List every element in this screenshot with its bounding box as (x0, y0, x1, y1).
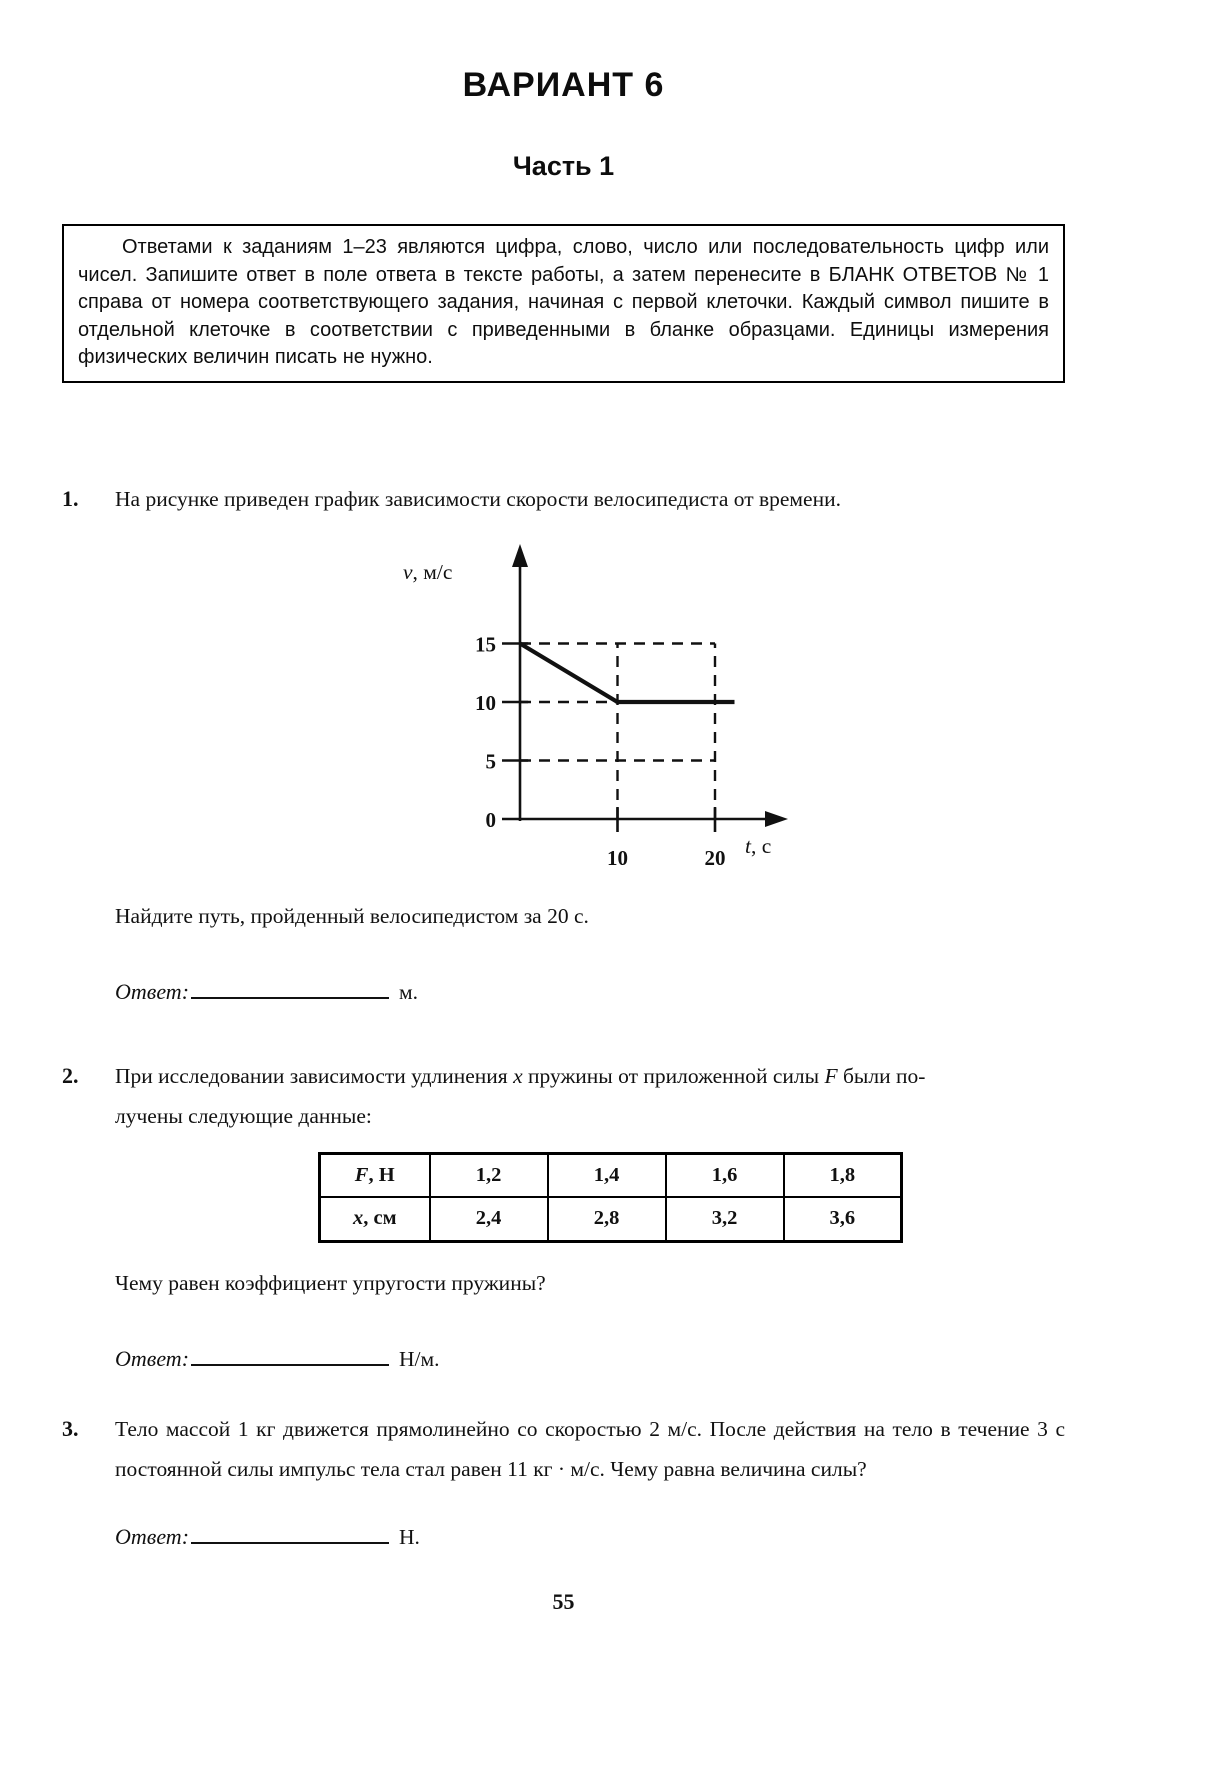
question-1-text: На рисунке приведен график зависимости скорости велосипедиста от времени. (115, 486, 841, 511)
answer-blank (191, 1344, 389, 1366)
table-cell: 3,2 (666, 1197, 784, 1241)
table-cell: 3,6 (784, 1197, 902, 1241)
svg-text:5: 5 (485, 749, 496, 773)
svg-text:20: 20 (704, 845, 726, 870)
answer-label: Ответ: (115, 1523, 190, 1549)
svg-text:0: 0 (485, 807, 496, 832)
row-header-F: F, Н (320, 1153, 430, 1197)
instructions-box (62, 224, 1065, 383)
table-cell: 2,8 (548, 1197, 666, 1241)
table-cell: 1,2 (430, 1153, 548, 1197)
svg-text:10: 10 (607, 845, 628, 870)
symbol-x: x (513, 1063, 523, 1088)
table-cell: 1,8 (784, 1153, 902, 1197)
question-2-number: 2. (62, 1062, 79, 1088)
answer-unit: м. (399, 979, 418, 1004)
velocity-time-chart (395, 531, 795, 876)
instructions-text: Ответами к заданиям 1–23 являются цифра, слово, число или последовательность цифр или чисел. Запишите ответ в поле ответа в тексте работы, а затем перенесите в БЛАНК ОТВЕТОВ № 1 справа от номера соответствующего задания, начиная с первой клеточки. Каждый символ пишите в отдельной клеточке в соответствии с приведенными в бланке образцами. Единицы измерения физических величин писать не нужно. (78, 236, 1049, 368)
question-1-task: Найдите путь, пройденный велосипедистом за 20 с. (115, 903, 589, 928)
velocity-time-graph (395, 531, 1065, 876)
question-1 (62, 479, 1065, 1012)
answer-label: Ответ: (115, 978, 190, 1004)
table-cell: 2,4 (430, 1197, 548, 1241)
y-axis-label: v, м/с (403, 559, 453, 584)
answer-unit: Н/м. (399, 1346, 440, 1371)
part-title: Часть 1 (512, 151, 615, 181)
table-cell: 1,6 (666, 1153, 784, 1197)
svg-text:10: 10 (475, 690, 496, 715)
row-header-x: x, см (320, 1197, 430, 1241)
page-title: ВАРИАНТ 6 (462, 66, 665, 104)
question-1-answer (115, 972, 1065, 1012)
question-3 (62, 1409, 1065, 1557)
question-3-number: 3. (62, 1415, 79, 1441)
question-2-question: Чему равен коэффициент упругости пружины? (115, 1270, 546, 1295)
exam-page (0, 66, 1065, 1615)
question-3-text: Тело массой 1 кг движется прямолинейно со скоростью 2 м/с. После действия на тело в течение 3 с постоянной силы импульс тела стал равен 11 кг · м/с. Чему равна величина силы? (115, 1416, 1065, 1481)
table-cell: 1,4 (548, 1153, 666, 1197)
symbol-F: F (824, 1063, 838, 1088)
question-2 (62, 1056, 1065, 1379)
answer-blank (191, 1522, 389, 1544)
spring-data-table (318, 1152, 903, 1243)
answer-label: Ответ: (115, 1345, 190, 1371)
table-row-extension (320, 1197, 902, 1241)
question-1-number: 1. (62, 485, 79, 511)
x-axis-label: t, с (745, 833, 772, 858)
page-number: 55 (552, 1588, 575, 1614)
answer-blank (191, 977, 389, 999)
question-2-text: При исследовании зависимости удлинения x пружины от приложенной силы F были по- лучены следующие данные: (115, 1063, 926, 1128)
svg-text:15: 15 (475, 632, 496, 656)
table-row-force (320, 1153, 902, 1197)
answer-unit: Н. (399, 1524, 420, 1549)
question-2-answer (115, 1339, 1065, 1379)
question-3-answer (115, 1517, 1065, 1557)
